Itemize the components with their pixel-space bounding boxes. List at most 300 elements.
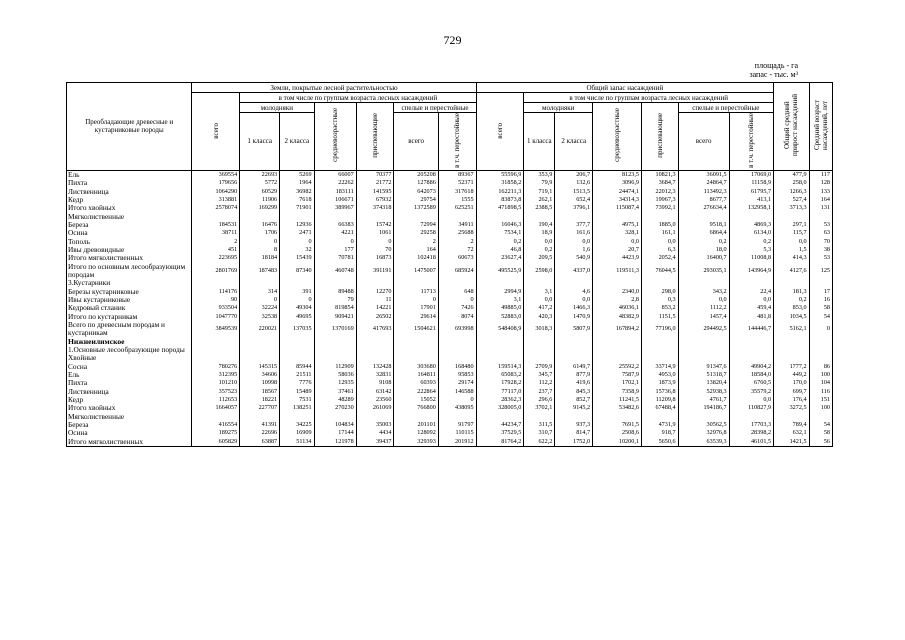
table-cell: 312395: [192, 371, 240, 379]
table-cell: 417693: [356, 321, 394, 338]
table-cell: 110115: [438, 429, 476, 437]
table-row: [67, 288, 833, 296]
row-label: Итого хвойных: [67, 404, 192, 412]
units-stock: запас - тыс. м³: [749, 70, 798, 79]
table-cell: 79: [314, 296, 356, 304]
table-cell: 632,1: [774, 429, 810, 437]
table-cell: 2: [438, 238, 476, 246]
table-cell: 1151,5: [641, 313, 678, 321]
table-row: [67, 196, 833, 204]
table-cell: 276634,4: [678, 204, 729, 212]
table-cell: 17703,3: [729, 421, 773, 429]
table-cell: 46036,1: [593, 304, 642, 312]
table-cell: 104834: [314, 421, 356, 429]
table-cell: [192, 354, 240, 362]
table-cell: 6,3: [641, 246, 678, 254]
table-cell: 258,0: [774, 179, 810, 187]
table-cell: 25592,2: [593, 363, 642, 371]
table-cell: 34606: [240, 371, 280, 379]
land-group-header: Земли, покрытые лесной растительностью: [192, 83, 476, 93]
table-cell: 112653: [192, 396, 240, 404]
table-cell: [394, 338, 438, 346]
table-cell: 328,1: [593, 229, 642, 237]
table-cell: 0: [280, 238, 314, 246]
table-cell: [280, 213, 314, 221]
table-cell: 0: [240, 238, 280, 246]
table-cell: [280, 338, 314, 346]
table-cell: 789,4: [774, 421, 810, 429]
table-cell: 329393: [394, 438, 438, 447]
table-cell: 18,9: [524, 229, 555, 237]
table-cell: 164: [394, 246, 438, 254]
table-cell: 1964: [280, 179, 314, 187]
table-cell: 719,1: [524, 188, 555, 196]
table-cell: 37461: [314, 388, 356, 396]
table-cell: 642073: [394, 188, 438, 196]
row-label: Лиственница: [67, 388, 192, 396]
table-cell: 72994: [394, 221, 438, 229]
table-cell: 11008,8: [729, 254, 773, 262]
table-cell: 7618: [280, 196, 314, 204]
table-cell: 18184: [240, 254, 280, 262]
table-cell: [593, 279, 642, 287]
table-cell: 420,3: [524, 313, 555, 321]
table-cell: 460748: [314, 263, 356, 280]
table-cell: 2598,0: [524, 263, 555, 280]
table-cell: 0: [314, 238, 356, 246]
table-cell: 32831: [356, 371, 394, 379]
table-row: [67, 304, 833, 312]
table-cell: 70377: [356, 170, 394, 179]
table-cell: 48289: [314, 396, 356, 404]
table-cell: [593, 213, 642, 221]
table-cell: 328005,0: [476, 404, 524, 412]
table-cell: 2801769: [192, 263, 240, 280]
table-cell: 0,2: [729, 238, 773, 246]
table-cell: 91347,6: [678, 363, 729, 371]
table-cell: 1777,2: [774, 363, 810, 371]
table-cell: 14221: [356, 304, 394, 312]
table-cell: 15489: [280, 388, 314, 396]
table-cell: 38711: [192, 229, 240, 237]
table-cell: 41391: [240, 421, 280, 429]
table-cell: 87340: [280, 263, 314, 280]
species-header: Преобладающие древесные и кустарниковые породы: [67, 83, 192, 171]
table-cell: 83873,8: [476, 196, 524, 204]
table-cell: 5650,6: [641, 438, 678, 447]
table-cell: [280, 346, 314, 354]
table-cell: [314, 354, 356, 362]
table-cell: 15742: [356, 221, 394, 229]
table-cell: 909421: [314, 313, 356, 321]
table-cell: [774, 338, 810, 346]
table-cell: 1112,2: [678, 304, 729, 312]
table-cell: 1664057: [192, 404, 240, 412]
table-cell: 414,3: [774, 254, 810, 262]
table-cell: [641, 354, 678, 362]
table-cell: 7531: [280, 396, 314, 404]
table-cell: 766800: [394, 404, 438, 412]
table-cell: 205208: [394, 170, 438, 179]
table-cell: 1372589: [394, 204, 438, 212]
table-cell: 22,4: [729, 288, 773, 296]
table-cell: [356, 213, 394, 221]
table-cell: 1466,3: [555, 304, 593, 312]
table-cell: 90: [192, 296, 240, 304]
table-cell: 21772: [356, 179, 394, 187]
table-cell: [641, 346, 678, 354]
table-cell: 1873,9: [641, 379, 678, 387]
table-cell: 1555: [438, 196, 476, 204]
table-cell: 625251: [438, 204, 476, 212]
table-cell: 11158,9: [729, 179, 773, 187]
table-cell: [438, 279, 476, 287]
table-cell: 416554: [192, 421, 240, 429]
table-cell: 102418: [394, 254, 438, 262]
table-row: [67, 279, 833, 287]
row-label: Итого по кустарникам: [67, 313, 192, 321]
row-label: Итого мягколиственных: [67, 254, 192, 262]
table-cell: 4731,9: [641, 421, 678, 429]
table-cell: 449,2: [774, 371, 810, 379]
table-cell: 187483: [240, 263, 280, 280]
table-cell: 125: [809, 263, 832, 280]
table-cell: 58: [809, 304, 832, 312]
table-cell: 77196,0: [641, 321, 678, 338]
table-cell: 1470,9: [555, 313, 593, 321]
table-cell: 115,7: [774, 229, 810, 237]
land-young-header: молодняки: [240, 103, 314, 113]
table-cell: 13820,4: [678, 379, 729, 387]
table-cell: 17144: [314, 429, 356, 437]
table-cell: 15439: [280, 254, 314, 262]
table-cell: [192, 413, 240, 421]
table-cell: 2052,4: [641, 254, 678, 262]
table-cell: 164811: [394, 371, 438, 379]
table-cell: 10821,3: [641, 170, 678, 179]
table-cell: [809, 413, 832, 421]
row-label: Всего по древесным породам и кустарникам: [67, 321, 192, 338]
table-cell: 1047770: [192, 313, 240, 321]
table-cell: 48382,9: [593, 313, 642, 321]
table-cell: 73992,1: [641, 204, 678, 212]
table-cell: 4975,1: [593, 221, 642, 229]
table-cell: 0,0: [555, 296, 593, 304]
table-cell: 0: [240, 296, 280, 304]
table-cell: 1457,4: [678, 313, 729, 321]
table-cell: [314, 346, 356, 354]
table-cell: 201912: [438, 438, 476, 447]
table-cell: 9145,2: [555, 404, 593, 412]
stock-ripening-header: приспевающие: [641, 103, 678, 171]
table-cell: 1513,5: [555, 188, 593, 196]
table-cell: 12936: [280, 221, 314, 229]
table-cell: 1475007: [394, 263, 438, 280]
table-cell: 357523: [192, 388, 240, 396]
table-cell: 853,2: [641, 304, 678, 312]
row-label: Ивы кустарниковые: [67, 296, 192, 304]
table-cell: 3849539: [192, 321, 240, 338]
table-cell: 91797: [438, 421, 476, 429]
table-cell: 7587,9: [593, 371, 642, 379]
table-cell: 131: [809, 204, 832, 212]
table-cell: 11209,8: [641, 396, 678, 404]
table-cell: 162211,3: [476, 188, 524, 196]
table-cell: 261069: [356, 404, 394, 412]
table-cell: 63539,3: [678, 438, 729, 447]
table-cell: 16: [809, 296, 832, 304]
table-cell: [356, 279, 394, 287]
table-cell: 5269: [280, 170, 314, 179]
table-cell: [356, 354, 394, 362]
table-cell: 52938,3: [678, 388, 729, 396]
table-row: [67, 170, 833, 179]
table-cell: 114176: [192, 288, 240, 296]
table-row: [67, 346, 833, 354]
table-cell: [555, 346, 593, 354]
row-label: Мягколиственные: [67, 413, 192, 421]
stock-middle-header: средневозрастные: [593, 103, 642, 171]
table-cell: 369554: [192, 170, 240, 179]
table-cell: 146588: [438, 388, 476, 396]
table-cell: 1370169: [314, 321, 356, 338]
table-row: [67, 179, 833, 187]
table-cell: 25688: [438, 229, 476, 237]
table-cell: 65083,2: [476, 371, 524, 379]
table-cell: 23627,4: [476, 254, 524, 262]
table-cell: 189275: [192, 429, 240, 437]
table-cell: 34314,3: [593, 196, 642, 204]
table-cell: [476, 213, 524, 221]
table-cell: 413,1: [729, 196, 773, 204]
table-cell: 391191: [356, 263, 394, 280]
table-cell: 605829: [192, 438, 240, 447]
table-cell: 29614: [394, 313, 438, 321]
table-cell: [555, 413, 593, 421]
table-cell: 35003: [356, 421, 394, 429]
table-cell: 22696: [240, 429, 280, 437]
row-label: Итого мягколиственных: [67, 438, 192, 447]
table-cell: 7776: [280, 379, 314, 387]
stock-total-header: всего: [476, 93, 524, 171]
table-cell: 1702,1: [593, 379, 642, 387]
page-number: 729: [443, 33, 462, 47]
table-cell: 55596,9: [476, 170, 524, 179]
table-cell: 1706: [240, 229, 280, 237]
row-label: Итого по основным лесообразующим породам: [67, 263, 192, 280]
table-cell: 112909: [314, 363, 356, 371]
table-cell: 110827,9: [729, 404, 773, 412]
table-cell: 377,7: [555, 221, 593, 229]
table-cell: 201101: [394, 421, 438, 429]
growth-header: Общий средний прирост насаждений: [774, 83, 810, 171]
table-cell: [809, 279, 832, 287]
table-cell: 2340,0: [593, 288, 642, 296]
table-cell: 693998: [438, 321, 476, 338]
table-cell: 21511: [280, 371, 314, 379]
table-cell: 0: [438, 396, 476, 404]
table-cell: 0,0: [774, 238, 810, 246]
units-area: площадь - га: [754, 61, 798, 70]
table-cell: 10200,1: [593, 438, 642, 447]
table-cell: 303680: [394, 363, 438, 371]
table-cell: 20,7: [593, 246, 642, 254]
table-cell: [729, 354, 773, 362]
table-cell: 648: [438, 288, 476, 296]
table-cell: [809, 346, 832, 354]
table-cell: 194186,7: [678, 404, 729, 412]
table-cell: 2471: [280, 229, 314, 237]
table-cell: 63887: [240, 438, 280, 447]
table-row: [67, 421, 833, 429]
stock-young-header: молодняки: [524, 103, 593, 113]
row-label: Итого хвойных: [67, 204, 192, 212]
table-cell: [809, 213, 832, 221]
table-cell: 32976,8: [678, 429, 729, 437]
table-cell: 161,1: [641, 229, 678, 237]
table-cell: 119511,3: [593, 263, 642, 280]
table-cell: 132428: [356, 363, 394, 371]
table-row: [67, 413, 833, 421]
table-cell: 0,2: [476, 238, 524, 246]
table-cell: 167894,2: [593, 321, 642, 338]
table-cell: 54: [809, 421, 832, 429]
table-cell: [314, 413, 356, 421]
table-cell: 16046,3: [476, 221, 524, 229]
table-cell: 237,7: [524, 388, 555, 396]
table-cell: 2709,9: [524, 363, 555, 371]
table-cell: 877,9: [555, 371, 593, 379]
table-cell: [593, 338, 642, 346]
table-cell: 58: [809, 429, 832, 437]
table-row: [67, 363, 833, 371]
table-cell: [240, 338, 280, 346]
table-cell: [729, 413, 773, 421]
table-cell: 0: [438, 296, 476, 304]
units-note: [726, 61, 798, 79]
table-cell: 8677,7: [678, 196, 729, 204]
table-cell: 5,3: [729, 246, 773, 254]
table-cell: [394, 413, 438, 421]
table-cell: 168480: [438, 363, 476, 371]
table-cell: 4953,0: [641, 371, 678, 379]
table-cell: 3702,1: [524, 404, 555, 412]
table-cell: 56: [809, 438, 832, 447]
table-cell: 49695: [280, 313, 314, 321]
table-cell: 159514,3: [476, 363, 524, 371]
table-cell: [593, 346, 642, 354]
table-cell: 1752,0: [555, 438, 593, 447]
table-cell: [641, 338, 678, 346]
table-cell: [555, 279, 593, 287]
table-cell: 164: [809, 196, 832, 204]
table-cell: 310,7: [524, 429, 555, 437]
table-cell: 61795,7: [729, 188, 773, 196]
table-cell: 293035,1: [678, 263, 729, 280]
table-cell: 24474,1: [593, 188, 642, 196]
table-cell: 104: [809, 379, 832, 387]
table-cell: [774, 413, 810, 421]
table-cell: 209,5: [524, 254, 555, 262]
table-cell: 31858,2: [476, 179, 524, 187]
table-cell: [438, 413, 476, 421]
table-cell: 49304: [280, 304, 314, 312]
table-cell: 7691,5: [593, 421, 642, 429]
table-cell: 220021: [240, 321, 280, 338]
table-cell: 85944: [280, 363, 314, 371]
row-label: Ель: [67, 371, 192, 379]
table-cell: 3796,1: [555, 204, 593, 212]
table-row: [67, 371, 833, 379]
table-cell: 3713,3: [774, 204, 810, 212]
table-cell: 66007: [314, 170, 356, 179]
table-cell: 0,0: [524, 238, 555, 246]
table-cell: 28362,3: [476, 396, 524, 404]
table-cell: 345,7: [524, 371, 555, 379]
table-cell: 63: [809, 229, 832, 237]
table-cell: 169299: [240, 204, 280, 212]
table-cell: 46101,5: [729, 438, 773, 447]
table-cell: [314, 213, 356, 221]
table-cell: 17: [809, 288, 832, 296]
table-cell: [678, 338, 729, 346]
table-cell: [774, 354, 810, 362]
table-cell: 6134,0: [729, 229, 773, 237]
table-cell: 311,5: [524, 421, 555, 429]
stock-class2-header: 2 класса: [555, 113, 593, 171]
table-cell: 77117,0: [476, 388, 524, 396]
table-row: [67, 188, 833, 196]
table-cell: 451: [192, 246, 240, 254]
table-row: [67, 238, 833, 246]
table-cell: [240, 346, 280, 354]
table-cell: 143964,9: [729, 263, 773, 280]
table-cell: 0,2: [524, 246, 555, 254]
table-cell: 852,7: [555, 396, 593, 404]
table-cell: 22262: [314, 179, 356, 187]
table-cell: 132,6: [555, 179, 593, 187]
table-cell: 1,5: [774, 246, 810, 254]
table-cell: 819854: [314, 304, 356, 312]
table-cell: 2994,9: [476, 288, 524, 296]
stock-overmature-header: в т.ч. перестойные: [729, 113, 773, 171]
table-cell: 4869,3: [729, 221, 773, 229]
table-cell: 4221: [314, 229, 356, 237]
table-row: [67, 246, 833, 254]
table-cell: 38: [809, 246, 832, 254]
table-cell: 54: [809, 313, 832, 321]
table-cell: 35579,2: [729, 388, 773, 396]
table-cell: 63142: [356, 388, 394, 396]
table-cell: 29258: [394, 229, 438, 237]
table-row: [67, 221, 833, 229]
table-row: [67, 396, 833, 404]
table-row: [67, 213, 833, 221]
table-cell: [280, 354, 314, 362]
table-cell: 12270: [356, 288, 394, 296]
table-row: [67, 429, 833, 437]
table-cell: 29754: [394, 196, 438, 204]
table-cell: 0: [356, 238, 394, 246]
table-cell: [394, 354, 438, 362]
table-cell: 11906: [240, 196, 280, 204]
table-cell: 7358,9: [593, 388, 642, 396]
table-cell: 540,9: [555, 254, 593, 262]
table-cell: [280, 279, 314, 287]
table-cell: 51134: [280, 438, 314, 447]
table-cell: [240, 279, 280, 287]
table-cell: 685924: [438, 263, 476, 280]
